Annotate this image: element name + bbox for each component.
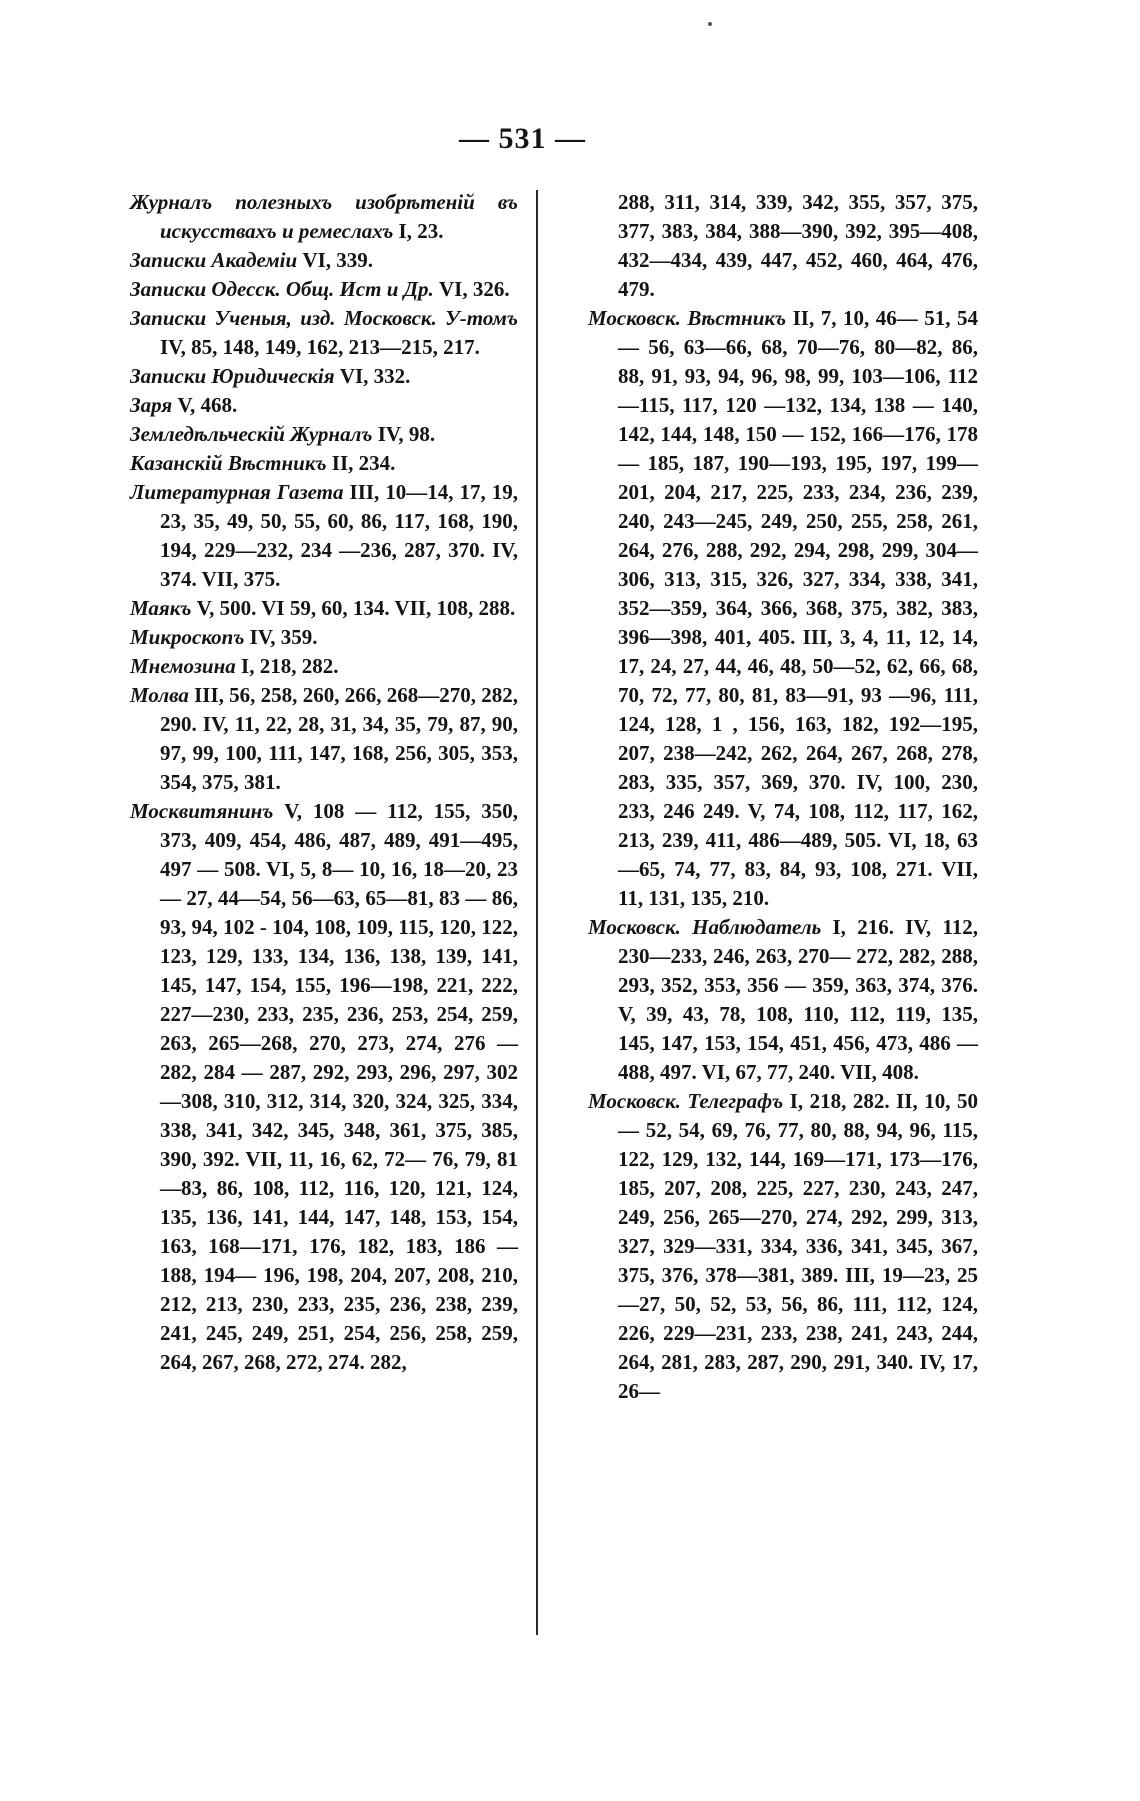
entry-title: Молва <box>130 683 189 707</box>
index-entry <box>130 594 518 623</box>
entry-refs: IV, 98. <box>372 422 436 446</box>
print-speck <box>708 22 712 26</box>
index-entry <box>130 304 518 362</box>
entry-title: Литературная Газета <box>130 480 344 504</box>
index-column-left <box>130 188 518 1377</box>
entry-title: Записки Одесск. Общ. Ист и Др. <box>130 277 434 301</box>
entry-refs: IV, 85, 148, 149, 162, 213—215, 217. <box>160 335 480 359</box>
entry-refs: III, 10—14, 17, 19, 23, 35, 49, 50, 55, 60, 86, 117, 168, 190, 194, 229—232, 234 —236, 287, 370. IV, 374. VII, 375. <box>160 480 518 591</box>
entry-title: Маякъ <box>130 596 192 620</box>
entry-refs: I, 23. <box>393 219 444 243</box>
index-entry <box>588 1087 978 1406</box>
index-entry <box>130 391 518 420</box>
index-entry <box>130 275 518 304</box>
entry-refs: V, 500. VI 59, 60, 134. VII, 108, 288. <box>191 596 516 620</box>
entry-title: Московск. Наблюдатель <box>588 915 822 939</box>
entry-refs: II, 234. <box>326 451 396 475</box>
entry-refs: II, 7, 10, 46— 51, 54 — 56, 63—66, 68, 70—76, 80—82, 86, 88, 91, 93, 94, 96, 98, 99, 103—106, 112—115, 117, 120 —132, 134, 138 — 140, 142, 144, 148, 150 — 152, 166—176, 178— 185, 187, 190—193, 195, 197, 199— 201, 204, 217, 225, 233, 234, 236, 239, 240, 243—245, 249, 250, 255, 258, 261, 264, 276, 288, 292, 294, 298, 299, 304—306, 313, 315, 326, 327, 334, 338, 341, 352—359, 364, 366, 368, 375, 382, 383, 396—398, 401, 405. III, 3, 4, 11, 12, 14, 17, 24, 27, 44, 46, 48, 50—52, 62, 66, 68, 70, 72, 77, 80, 81, 83—91, 93 —96, 111, 124, 128, 1 , 156, 163, 182, 192—195, 207, 238—242, 262, 264, 267, 268, 278, 283, 335, 357, 369, 370. IV, 100, 230, 233, 246 249. V, 74, 108, 112, 117, 162, 213, 239, 411, 486—489, 505. VI, 18, 63—65, 74, 77, 83, 84, 93, 108, 271. VII, 11, 131, 135, 210. <box>618 306 978 910</box>
index-entry <box>130 420 518 449</box>
entry-refs: VI, 332. <box>334 364 411 388</box>
entry-title: Мнемозина <box>130 654 236 678</box>
index-entry <box>130 246 518 275</box>
index-column-right <box>588 188 978 1406</box>
continued-entry-refs: 288, 311, 314, 339, 342, 355, 357, 375, 377, 383, 384, 388—390, 392, 395—408, 432—434, 439, 447, 452, 460, 464, 476, 479. <box>618 190 978 301</box>
index-entry <box>588 913 978 1087</box>
index-entry <box>130 188 518 246</box>
entry-title: Микроскопъ <box>130 625 245 649</box>
entry-title: Записки Ученыя, изд. Московск. У-томъ <box>130 306 518 330</box>
entry-refs: V, 108 — 112, 155, 350, 373, 409, 454, 486, 487, 489, 491—495, 497 — 508. VI, 5, 8— 10, 16, 18—20, 23 — 27, 44—54, 56—63, 65—81, 83 — 86, 93, 94, 102 - 104, 108, 109, 115, 120, 122, 123, 129, 133, 134, 136, 138, 139, 141, 145, 147, 154, 155, 196—198, 221, 222, 227—230, 233, 235, 236, 253, 254, 259, 263, 265—268, 270, 273, 274, 276 — 282, 284 — 287, 292, 293, 296, 297, 302—308, 310, 312, 314, 320, 324, 325, 334, 338, 341, 342, 345, 348, 361, 375, 385, 390, 392. VII, 11, 16, 62, 72— 76, 79, 81—83, 86, 108, 112, 116, 120, 121, 124, 135, 136, 141, 144, 147, 148, 153, 154, 163, 168—171, 176, 182, 183, 186 — 188, 194— 196, 198, 204, 207, 208, 210, 212, 213, 230, 233, 235, 236, 238, 239, 241, 245, 249, 251, 254, 256, 258, 259, 264, 267, 268, 272, 274. 282, <box>160 799 518 1374</box>
entry-refs: I, 218, 282. <box>235 654 339 678</box>
column-divider <box>536 190 538 1635</box>
entry-refs: VI, 326. <box>433 277 510 301</box>
entry-title: Записки Академіи <box>130 248 298 272</box>
entry-refs: I, 216. IV, 112, 230—233, 246, 263, 270— 272, 282, 288, 293, 352, 353, 356 — 359, 363, 374, 376. V, 39, 43, 78, 108, 110, 112, 119, 135, 145, 147, 153, 154, 451, 456, 473, 486 — 488, 497. VI, 67, 77, 240. VII, 408. <box>618 915 978 1084</box>
entry-refs: VI, 339. <box>297 248 374 272</box>
index-entry <box>588 304 978 913</box>
index-entry <box>130 797 518 1377</box>
entry-title: Записки Юридическія <box>130 364 335 388</box>
page-number: — 531 — <box>459 122 586 155</box>
entry-title: Москвитянинъ <box>130 799 274 823</box>
index-entry <box>130 623 518 652</box>
entry-title: Казанскій Вѣстникъ <box>130 451 327 475</box>
entry-refs: V, 468. <box>172 393 238 417</box>
entry-title: Московск. Вѣстникъ <box>588 306 787 330</box>
entry-refs: III, 56, 258, 260, 266, 268—270, 282, 290. IV, 11, 22, 28, 31, 34, 35, 79, 87, 90, 97, 99, 100, 111, 147, 168, 256, 305, 353, 354, 375, 381. <box>160 683 518 794</box>
entry-refs: I, 218, 282. II, 10, 50 — 52, 54, 69, 76, 77, 80, 88, 94, 96, 115, 122, 129, 132, 144, 169—171, 173—176, 185, 207, 208, 225, 227, 230, 243, 247, 249, 256, 265—270, 274, 292, 299, 313, 327, 329—331, 334, 336, 341, 345, 367, 375, 376, 378—381, 389. III, 19—23, 25—27, 50, 52, 53, 56, 86, 111, 112, 124, 226, 229—231, 233, 238, 241, 243, 244, 264, 281, 283, 287, 290, 291, 340. IV, 17, 26— <box>618 1089 978 1403</box>
index-entry <box>130 449 518 478</box>
index-entry <box>130 362 518 391</box>
index-entry <box>130 478 518 594</box>
index-entry <box>130 652 518 681</box>
entry-title: Заря <box>130 393 173 417</box>
entry-title: Земледѣльческій Журналъ <box>130 422 373 446</box>
index-entry <box>130 681 518 797</box>
entry-refs: IV, 359. <box>244 625 318 649</box>
entry-title: Журналъ полезныхъ изобрѣтеній въ искусствахъ и ремеслахъ <box>130 190 518 243</box>
entry-title: Московск. Телеграфъ <box>588 1089 784 1113</box>
